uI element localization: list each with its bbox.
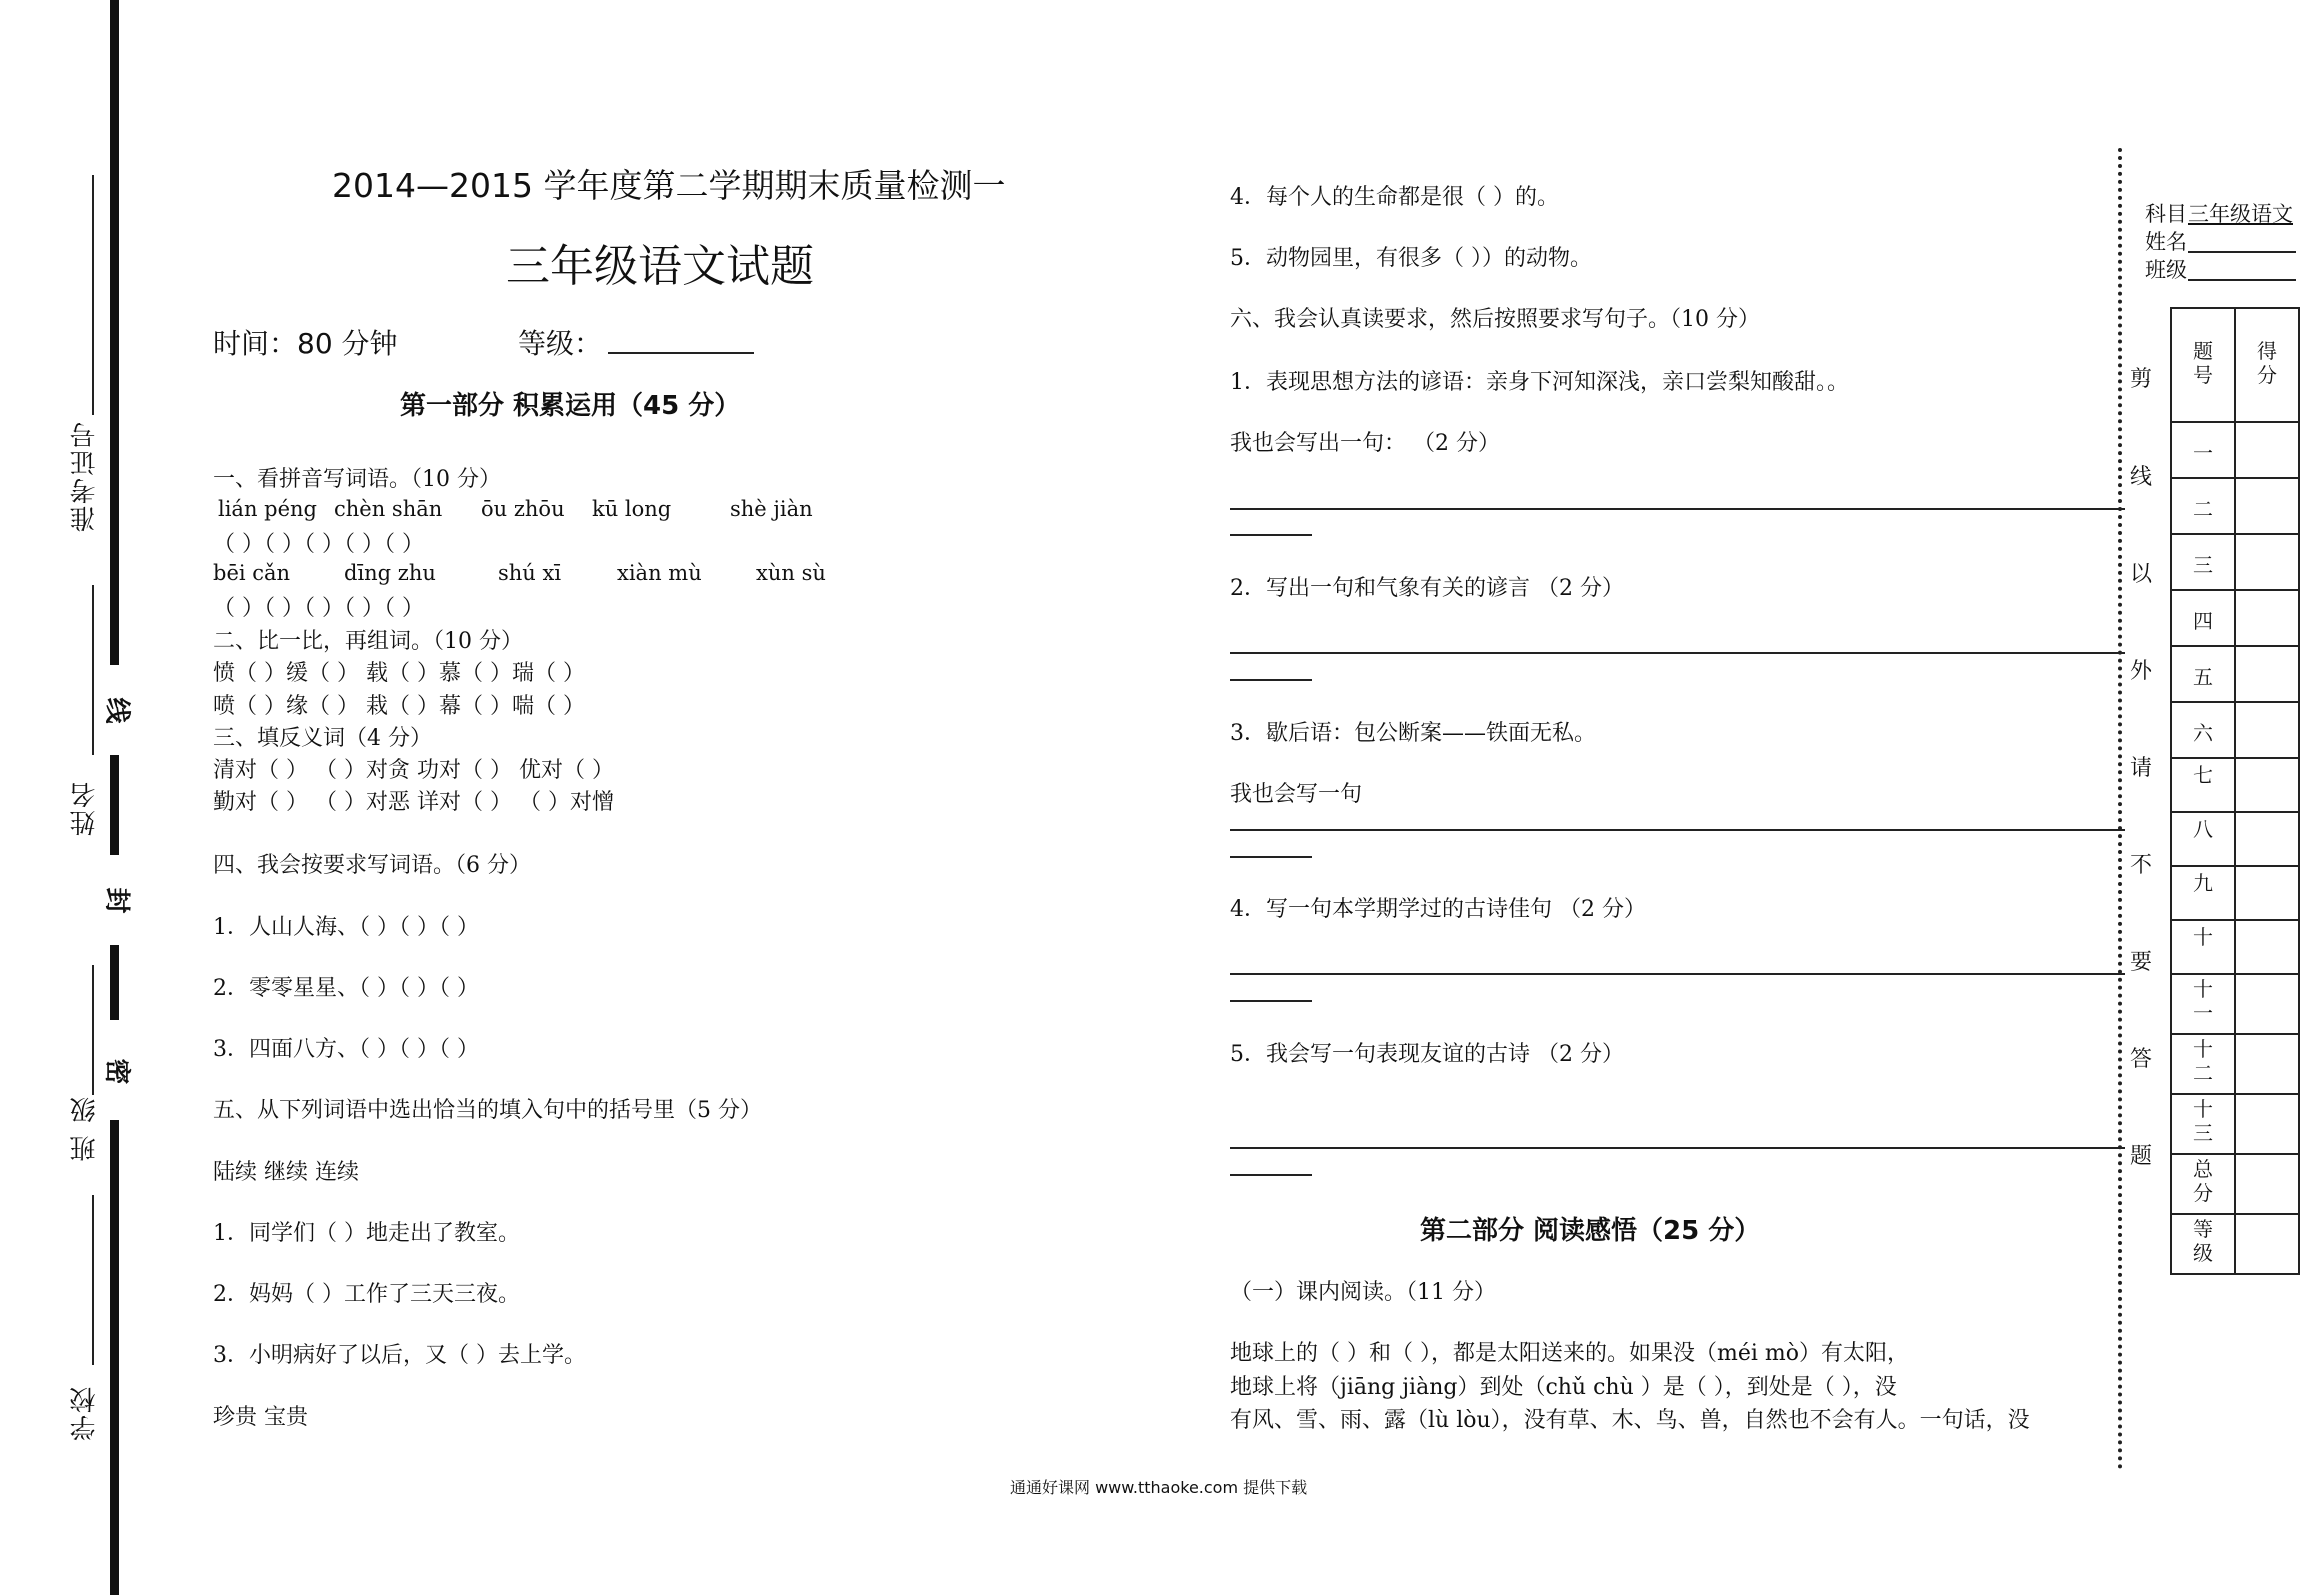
q2-row2: 喷（ ）缘（ ） 栽（ ）幕（ ）喘（ ） — [213, 694, 585, 719]
q4-item: 3．四面八方、（ ）（ ）（ ） — [213, 1037, 479, 1062]
cut-char: 答 — [2130, 1047, 2153, 1072]
row-label: 四 — [2171, 590, 2235, 646]
name-label-right: 姓名 — [2145, 230, 2187, 254]
footer-credit: 通通好课网 www.tthaoke.com 提供下载 — [1010, 1478, 1308, 1497]
score-cell[interactable] — [2235, 812, 2299, 866]
cut-char: 以 — [2130, 562, 2153, 587]
row-label: 二 — [2171, 478, 2235, 534]
q5-title: 五、从下列词语中选出恰当的填入句中的括号里（5 分） — [213, 1098, 762, 1123]
answer-line — [1230, 508, 2125, 510]
answer-line-short — [1230, 1174, 1312, 1176]
q5-item: 3．小明病好了以后，又（ ）去上学。 — [213, 1343, 586, 1368]
reading-line: 地球上将（jiāng jiàng）到处（chǔ chù ）是（ ），到处是（ ），没 — [1230, 1375, 1897, 1400]
pinyin: kū long — [592, 497, 672, 521]
score-head-no — [2171, 308, 2235, 422]
exam-subtitle: 三年级语文试题 — [506, 241, 814, 292]
name-line — [92, 585, 94, 755]
score-head-score — [2235, 308, 2299, 422]
q4-item: 1．人山人海、（ ）（ ）（ ） — [213, 915, 479, 940]
exam-no-label: 准考证号 — [70, 420, 100, 532]
answer-line-short — [1230, 1000, 1312, 1002]
name-label: 姓名 — [70, 780, 100, 836]
row-label: 八 — [2171, 812, 2235, 866]
q5-item: 2．妈妈（ ）工作了三天三夜。 — [213, 1282, 520, 1307]
row-label: 七 — [2171, 758, 2235, 812]
answer-line-short — [1230, 534, 1312, 536]
name-blank — [2188, 251, 2296, 253]
row-label: 十一 — [2193, 977, 2213, 1025]
school-label: 学校 — [70, 1385, 100, 1441]
reading-line: 地球上的（ ）和（ ），都是太阳送来的。如果没（méi mò）有太阳， — [1230, 1341, 1910, 1366]
pinyin: chèn shān — [334, 497, 443, 521]
row-label: 十 — [2171, 920, 2235, 974]
part2-sub: （一）课内阅读。（11 分） — [1230, 1280, 1496, 1305]
q4-item: 2．零零星星、（ ）（ ）（ ） — [213, 976, 479, 1001]
q3-row1: 清对（ ） （ ）对贪 功对（ ） 优对（ ） — [213, 758, 614, 783]
exam-no-line — [92, 175, 94, 415]
row-label-multi — [2171, 1094, 2235, 1154]
row-label-multi — [2171, 1154, 2235, 1214]
score-cell[interactable] — [2235, 1034, 2299, 1094]
seal-char-xian: 线 — [101, 697, 132, 724]
class-label-right: 班级 — [2145, 258, 2187, 282]
score-cell[interactable] — [2235, 866, 2299, 920]
q6-item3-sub: 我也会写一句 — [1230, 782, 1363, 807]
q1-title: 一、看拼音写词语。（10 分） — [213, 467, 501, 492]
q6-item3: 3．歇后语：包公断案——铁面无私。 — [1230, 721, 1596, 746]
score-cell[interactable] — [2235, 478, 2299, 534]
score-cell[interactable] — [2235, 1154, 2299, 1214]
part1-title: 第一部分 积累运用（45 分） — [400, 391, 741, 421]
row-label-multi — [2171, 1214, 2235, 1274]
pinyin: bēi cǎn — [213, 561, 291, 585]
q2-title: 二、比一比，再组词。（10 分） — [213, 629, 523, 654]
score-cell[interactable] — [2235, 646, 2299, 702]
row-label: 十三 — [2193, 1097, 2213, 1145]
q5-item: 1．同学们（ ）地走出了教室。 — [213, 1221, 520, 1246]
q6-item1: 1．表现思想方法的谚语：亲身下河知深浅，亲口尝梨知酸甜。。 — [1230, 370, 1849, 395]
score-cell[interactable] — [2235, 534, 2299, 590]
grade-blank — [608, 352, 754, 354]
subject-value: 三年级语文 — [2188, 202, 2293, 226]
cut-char: 外 — [2130, 659, 2153, 684]
pinyin: shú xī — [498, 561, 562, 585]
q6-item5: 5．我会写一句表现友谊的古诗 （2 分） — [1230, 1042, 1624, 1067]
row-label: 五 — [2171, 646, 2235, 702]
pinyin: xiàn mù — [617, 561, 702, 585]
score-cell[interactable] — [2235, 1094, 2299, 1154]
school-line — [92, 1195, 94, 1365]
exam-time: 时间：80 分钟 — [213, 327, 398, 360]
q5-item: 4．每个人的生命都是很（ ）的。 — [1230, 185, 1559, 210]
q3-row2: 勤对（ ） （ ）对恶 详对（ ） （ ）对憎 — [213, 790, 614, 815]
row-label-multi — [2171, 1034, 2235, 1094]
score-head-score-label: 得分 — [2257, 339, 2277, 387]
cut-char: 题 — [2130, 1144, 2153, 1169]
reading-line: 有风、雪、雨、露（lù lòu），没有草、木、鸟、兽，自然也不会有人。一句话，没 — [1230, 1408, 2030, 1433]
q6-item2: 2．写出一句和气象有关的谚言 （2 分） — [1230, 576, 1624, 601]
row-label: 等级 — [2193, 1217, 2213, 1265]
score-cell[interactable] — [2235, 702, 2299, 758]
pinyin: xùn sù — [756, 561, 826, 585]
q4-title: 四、我会按要求写词语。（6 分） — [213, 853, 531, 878]
answer-line — [1230, 973, 2125, 975]
row-label: 十二 — [2193, 1037, 2213, 1085]
row-label-multi — [2171, 974, 2235, 1034]
answer-line — [1230, 829, 2125, 831]
class-label: 班 级 — [70, 1095, 100, 1162]
subject-label: 科目 — [2145, 202, 2187, 226]
row-label: 总分 — [2193, 1157, 2213, 1205]
pinyin: lián péng — [218, 497, 317, 521]
score-cell[interactable] — [2235, 974, 2299, 1034]
score-cell[interactable] — [2235, 1214, 2299, 1274]
binding-thick-line — [110, 0, 119, 1595]
score-head-no-label: 题号 — [2193, 339, 2213, 387]
q1-brackets-row2: （ ）（ ）（ ）（ ）（ ） — [213, 596, 424, 621]
pinyin: ōu zhōu — [481, 497, 565, 521]
q2-row1: 愤（ ）缓（ ） 载（ ）慕（ ）瑞（ ） — [213, 661, 585, 686]
cut-char: 不 — [2130, 853, 2153, 878]
seal-char-mi: 密 — [101, 1058, 132, 1085]
q6-item4: 4．写一句本学期学过的古诗佳句 （2 分） — [1230, 897, 1646, 922]
answer-line — [1230, 1147, 2125, 1149]
q6-item1-sub: 我也会写出一句： （2 分） — [1230, 431, 1500, 456]
q6-title: 六、我会认真读要求，然后按照要求写句子。（10 分） — [1230, 307, 1760, 332]
q5-words1: 陆续 继续 连续 — [213, 1160, 359, 1185]
score-cell[interactable] — [2235, 758, 2299, 812]
part2-title: 第二部分 阅读感悟（25 分） — [1420, 1216, 1761, 1246]
pinyin: dīng zhu — [344, 561, 436, 585]
q1-brackets-row1: （ ）（ ）（ ）（ ）（ ） — [213, 532, 424, 557]
class-line — [92, 965, 94, 1095]
cut-char: 要 — [2130, 950, 2153, 975]
answer-line-short — [1230, 856, 1312, 858]
q5-item: 5．动物园里，有很多（ ））的动物。 — [1230, 246, 1592, 271]
cut-line — [2118, 148, 2122, 1470]
pinyin: shè jiàn — [730, 497, 813, 521]
row-label: 三 — [2171, 534, 2235, 590]
row-label: 九 — [2171, 866, 2235, 920]
cut-char: 请 — [2130, 756, 2153, 781]
cut-char: 线 — [2130, 465, 2153, 490]
grade-label: 等级： — [518, 327, 603, 360]
score-cell[interactable] — [2235, 590, 2299, 646]
answer-line — [1230, 652, 2125, 654]
row-label: 六 — [2171, 702, 2235, 758]
answer-line-short — [1230, 679, 1312, 681]
exam-title: 2014—2015 学年度第二学期期末质量检测一 — [332, 166, 1006, 205]
score-table — [2170, 307, 2300, 1275]
score-cell[interactable] — [2235, 920, 2299, 974]
q3-title: 三、填反义词（4 分） — [213, 726, 432, 751]
score-cell[interactable] — [2235, 422, 2299, 478]
class-blank — [2188, 279, 2296, 281]
cut-char: 剪 — [2130, 367, 2153, 392]
seal-char-feng: 封 — [101, 887, 132, 914]
q5-words2: 珍贵 宝贵 — [213, 1405, 308, 1430]
row-label: 一 — [2171, 422, 2235, 478]
